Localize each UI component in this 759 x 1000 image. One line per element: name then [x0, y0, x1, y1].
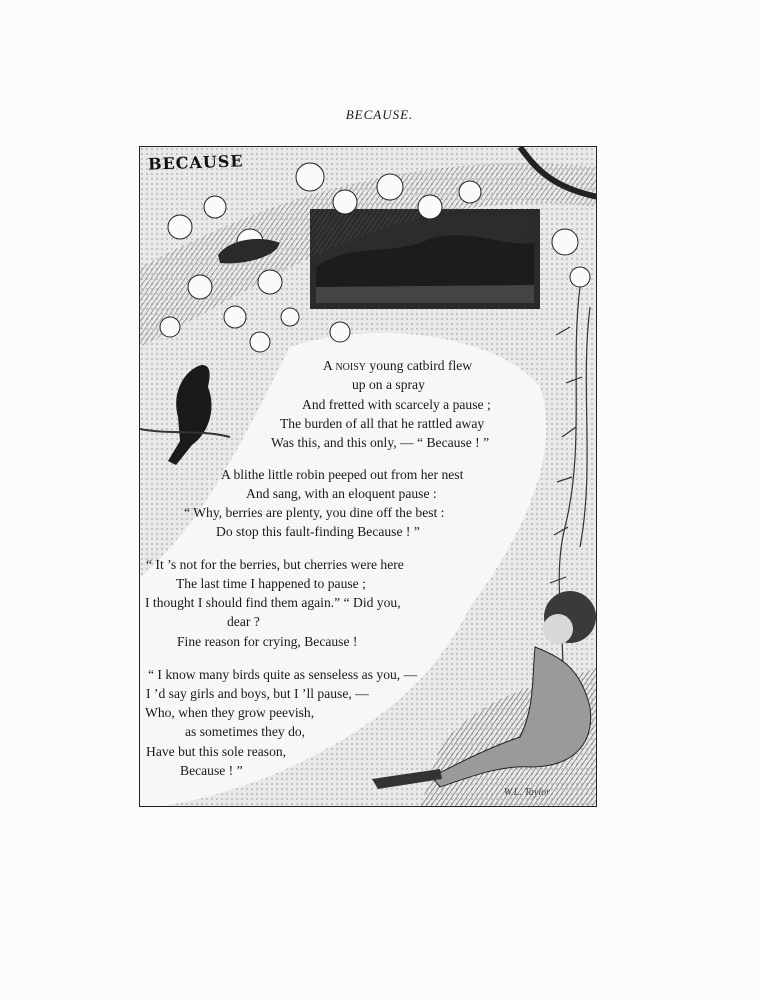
- artist-signature: W.L. Taylor: [503, 787, 550, 798]
- poem-line: “ Why, berries are plenty, you dine off the best :: [184, 505, 445, 520]
- plate-title: BECAUSE: [147, 151, 244, 174]
- poem-line: Fine reason for crying, Because !: [177, 634, 358, 649]
- poem-line: A noisy young catbird flew: [323, 358, 473, 373]
- poem-line: A blithe little robin peeped out from her nest: [221, 467, 464, 482]
- poem-line: The last time I happened to pause ;: [176, 576, 366, 591]
- running-head: BECAUSE.: [345, 107, 414, 122]
- poem-line: And sang, with an eloquent pause :: [246, 486, 437, 501]
- poem-line: Have but this sole reason,: [146, 744, 287, 759]
- poem-line: Because ! ”: [180, 763, 243, 778]
- poem-line: The burden of all that he rattled away: [280, 416, 485, 431]
- poem: [140, 147, 597, 807]
- poem-line: dear ?: [227, 614, 260, 629]
- poem-line: Do stop this fault-finding Because ! ”: [216, 524, 420, 539]
- poem-line: I thought I should find them again.” “ Did you,: [145, 595, 401, 610]
- poem-line: as sometimes they do,: [185, 724, 306, 739]
- poem-line: “ It ’s not for the berries, but cherries were here: [146, 557, 404, 572]
- poem-line: And fretted with scarcely a pause ;: [302, 397, 491, 412]
- poem-line: “ I know many birds quite as senseless as you, —: [148, 667, 418, 682]
- poem-line: Was this, and this only, — “ Because ! ”: [271, 435, 490, 450]
- poem-line: up on a spray: [352, 377, 425, 392]
- poem-line: Who, when they grow peevish,: [145, 705, 315, 720]
- poem-line: I ’d say girls and boys, but I ’ll pause, —: [146, 686, 369, 701]
- illustrated-plate: [139, 146, 597, 807]
